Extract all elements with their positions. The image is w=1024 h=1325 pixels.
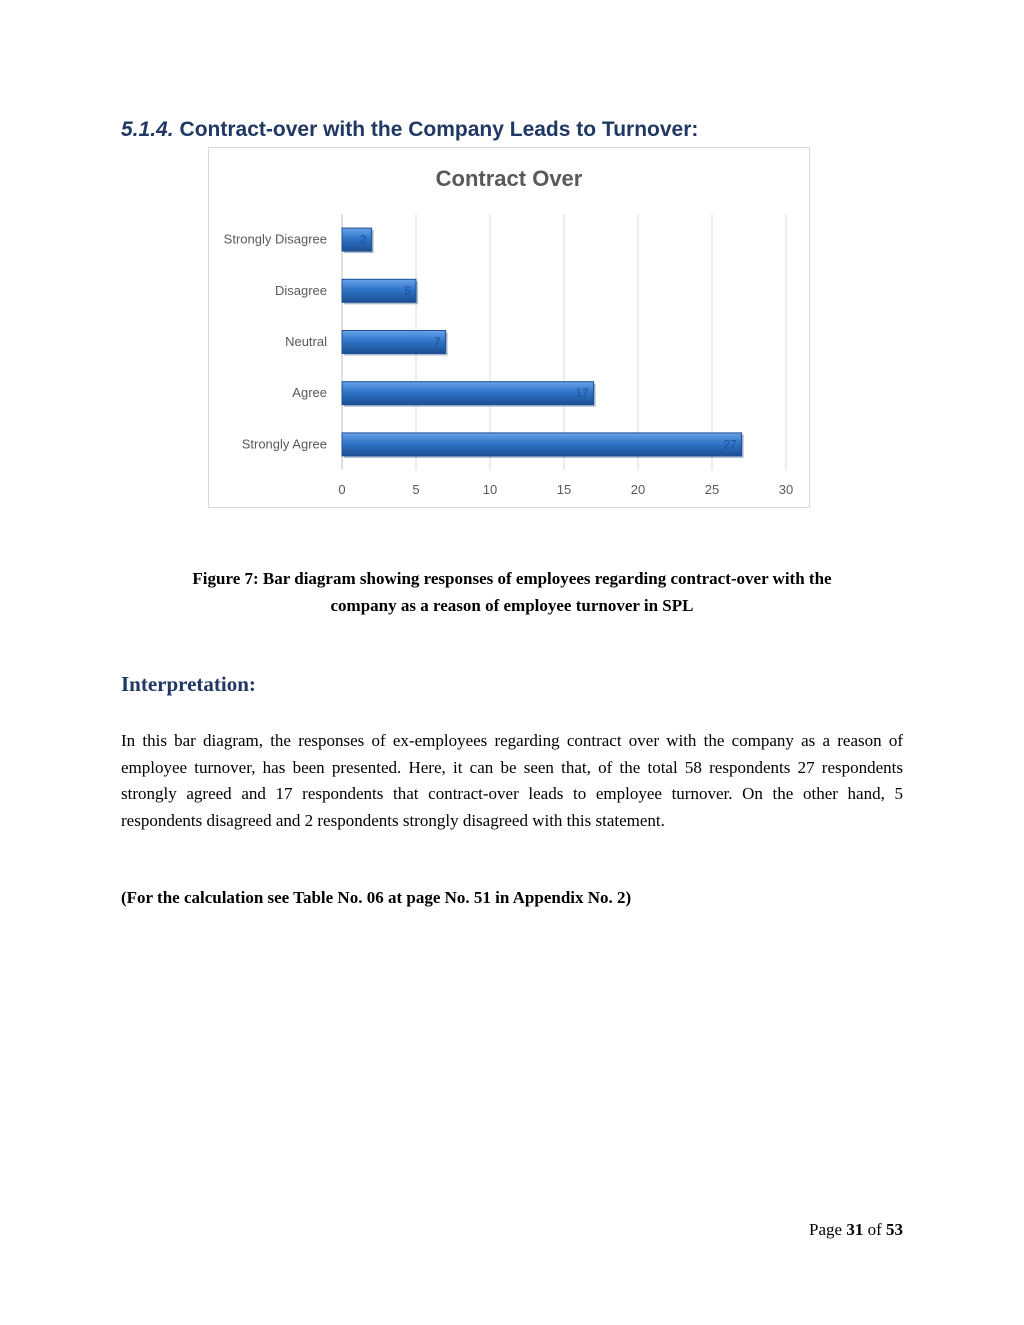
figure-caption — [121, 565, 903, 619]
category-label: Agree — [292, 385, 327, 401]
x-tick-label: 25 — [704, 482, 720, 497]
page-of: of — [867, 1220, 882, 1239]
data-label: 27 — [723, 437, 737, 452]
category-label: Neutral — [285, 334, 327, 349]
caption-line-2: company as a reason of employee turnover in SPL — [330, 596, 694, 615]
bar — [342, 331, 446, 354]
bar-chart — [208, 147, 810, 508]
x-tick-label: 30 — [778, 482, 794, 497]
x-tick-label: 10 — [482, 482, 498, 497]
chart-svg — [209, 148, 809, 507]
bar — [342, 382, 594, 405]
category-label: Strongly Agree — [241, 436, 327, 452]
x-tick-label: 0 — [338, 482, 346, 497]
category-label: Disagree — [274, 282, 327, 298]
data-label: 2 — [359, 232, 367, 247]
page-footer — [809, 1220, 903, 1240]
page-current: 31 — [846, 1220, 864, 1239]
chart-title: Contract Over — [435, 166, 583, 191]
data-label: 5 — [404, 283, 411, 298]
bar — [342, 228, 372, 251]
category-label: Strongly Disagree — [223, 231, 327, 247]
section-number: 5.1.4. — [121, 118, 174, 141]
data-label: 17 — [575, 386, 589, 401]
x-tick-label: 20 — [630, 482, 646, 497]
page-total: 53 — [886, 1220, 903, 1239]
x-tick-label: 5 — [412, 482, 420, 497]
section-heading — [121, 118, 698, 142]
section-title: Contract-over with the Company Leads to Turnover: — [179, 118, 699, 141]
data-label: 7 — [433, 335, 441, 349]
interpretation-paragraph: In this bar diagram, the responses of ex-employees regarding contract over with the company as a reason of employee turnover, has been presented. Here, it can be seen that, of the total 58 respondents 27 respondents strongly agreed and 17 respondents that contract-over leads to employee turnover. On the other hand, 5 respondents disagreed and 2 respondents strongly disagreed with this statement. — [121, 731, 903, 830]
x-tick-label: 15 — [556, 482, 572, 497]
caption-line-1: Figure 7: Bar diagram showing responses of employees regarding contract-over with the — [192, 569, 832, 588]
bar — [342, 433, 742, 456]
page-prefix: Page — [809, 1220, 843, 1239]
calculation-note: (For the calculation see Table No. 06 at page No. 51 in Appendix No. 2) — [121, 888, 632, 907]
interpretation-heading: Interpretation: — [121, 672, 256, 696]
